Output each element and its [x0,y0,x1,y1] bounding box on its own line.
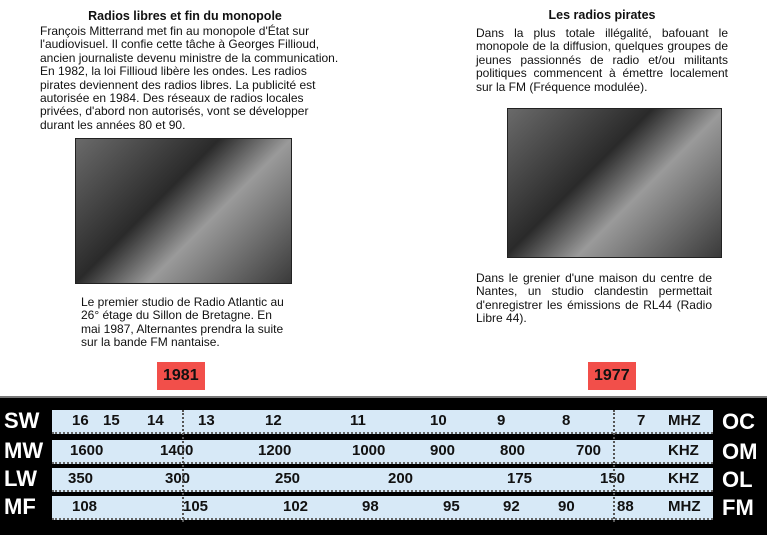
right-body: Dans la plus totale illégalité, bafouant le monopole de la diffusion, quelques groupes de jeunes passionnés de radio et/ou militants politiques commencent à émettre localement sur la FM (Fréquence modulée). [476,26,728,94]
frequency-tick: 150 [600,470,626,487]
frequency-tick: 900 [430,442,456,459]
dial-marker-1977 [613,410,615,522]
frequency-tick: 9 [497,412,506,429]
frequency-tick: 300 [165,470,191,487]
frequency-tick: 98 [362,498,379,515]
frequency-tick: 200 [388,470,414,487]
frequency-tick: 1600 [70,442,104,459]
frequency-tick: 13 [198,412,215,429]
unit-label: MHZ [668,498,701,515]
frequency-tick: 88 [617,498,634,515]
radio-atlantic-studio-photo [75,138,292,284]
frequency-tick: 90 [558,498,575,515]
frequency-tick: 350 [68,470,94,487]
frequency-tick: 250 [275,470,301,487]
unit-label: KHZ [668,470,699,487]
frequency-tick: 14 [147,412,164,429]
unit-label: KHZ [668,442,699,459]
frequency-tick: 105 [183,498,209,515]
frequency-tick: 1200 [258,442,292,459]
frequency-tick: 8 [562,412,571,429]
right-caption: Dans le grenier d'une maison du centre de Nantes, un studio clandestin permettait d'enregistrer les émissions de RL44 (Radio Libre 44). [476,271,712,326]
year-badge-1977: 1977 [588,362,636,390]
frequency-tick: 16 [72,412,89,429]
frequency-tick: 108 [72,498,98,515]
band-label-lw: LW [4,466,37,491]
right-title: Les radios pirates [548,8,656,22]
frequency-tick: 102 [283,498,309,515]
left-title: Radios libres et fin du monopole [88,9,282,23]
frequency-tick: 1000 [352,442,386,459]
frequency-tick: 175 [507,470,533,487]
frequency-tick: 1400 [160,442,194,459]
left-body: François Mitterrand met fin au monopole d'État sur l'audiovisuel. Il confie cette tâche à Georges Fillioud, ancien journaliste devenu ministre de la communication. En 1982, la loi Fillioud libère les ondes. Les radios pirates deviennent des radios libres. La publicité est autorisée en 1984. Des réseaux de radios locales privées, d'abord non autorisés, vont se développer durant les années 80 et 90. [40,24,339,132]
band-label-sw: SW [4,408,40,433]
frequency-tick: 15 [103,412,120,429]
band-label-fm: FM [722,495,754,520]
frequency-tick: 800 [500,442,526,459]
frequency-tick: 10 [430,412,447,429]
band-label-mf: MF [4,494,36,519]
band-label-om: OM [722,439,758,464]
band-label-oc: OC [722,409,755,434]
frequency-tick: 700 [576,442,602,459]
year-badge-1981: 1981 [157,362,205,390]
band-label-ol: OL [722,467,753,492]
frequency-tick: 7 [637,412,646,429]
band-label-mw: MW [4,438,44,463]
frequency-tick: 95 [443,498,460,515]
frequency-tick: 12 [265,412,282,429]
pirate-studio-photo [507,108,722,258]
dial-marker-1981 [182,410,184,522]
frequency-tick: 11 [350,412,366,429]
frequency-tick: 92 [503,498,520,515]
unit-label: MHZ [668,412,701,429]
left-caption: Le premier studio de Radio Atlantic au 26° étage du Sillon de Bretagne. En mai 1987, Alternantes prendra la suite sur la bande FM nantaise. [81,295,284,350]
